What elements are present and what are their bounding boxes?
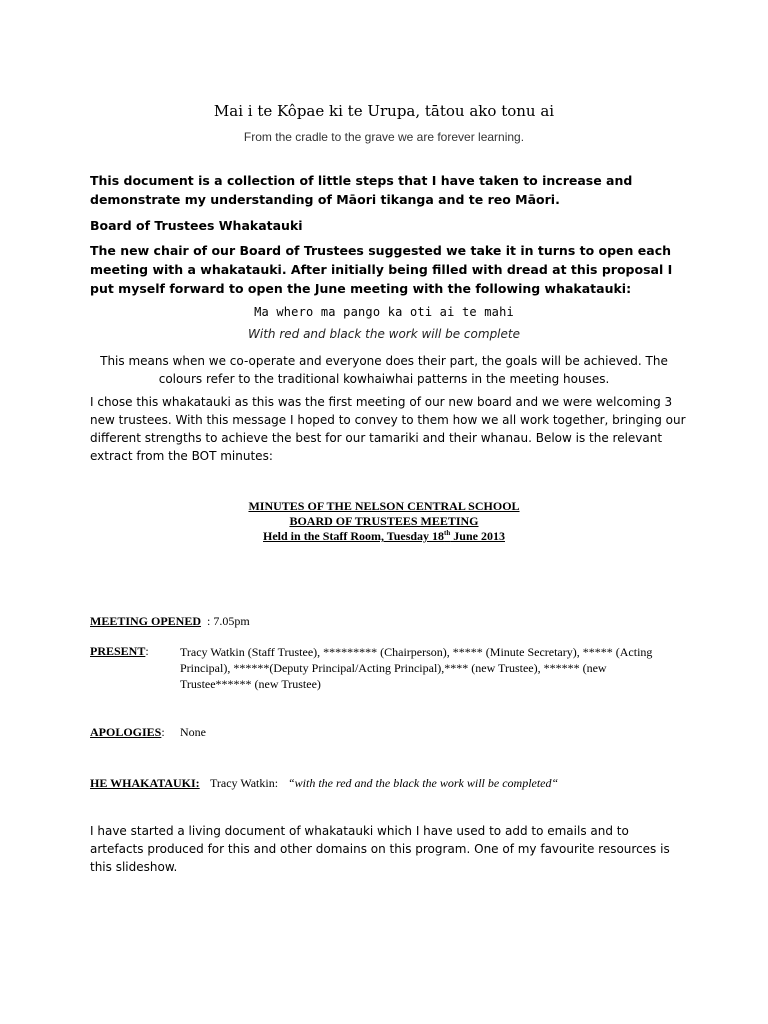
present-label: PRESENT <box>90 644 146 658</box>
whakatauki-name: Tracy Watkin: <box>210 776 279 790</box>
proverb-meaning: This means when we co-operate and everyone does their part, the goals will be achieved. The colours refer to the traditional kowhaiwhai patterns in the meeting houses. <box>100 354 668 386</box>
present-colon: : <box>145 644 149 658</box>
apologies-value: None <box>180 725 206 739</box>
meeting-opened-value: : 7.05pm <box>207 614 250 628</box>
closing-paragraph: I have started a living document of whakatauki which I have used to add to emails and to artefacts produced for this and other domains on this program. One of my favourite resources is this slideshow. <box>90 824 670 874</box>
intro-paragraph: This document is a collection of little steps that I have taken to increase and demonstrate my understanding of Māori tikanga and te reo Māori. <box>90 173 633 207</box>
proposal-paragraph: The new chair of our Board of Trustees suggested we take it in turns to open each meeting with a whakatauki. After initially being filled with dread at this proposal I put myself forward to open the June meeting with the following whakatauki: <box>90 243 673 296</box>
present-label-row <box>90 644 149 659</box>
whakatauki-quote: “with the red and the black the work will be completed“ <box>288 776 559 790</box>
minutes-heading-line1: MINUTES OF THE NELSON CENTRAL SCHOOL <box>248 499 520 513</box>
minutes-date-suffix: th <box>444 529 451 537</box>
meeting-opened-label: MEETING OPENED <box>90 614 202 628</box>
minutes-heading-line2: BOARD OF TRUSTEES MEETING <box>289 514 479 528</box>
proverb-translation: With red and black the work will be complete <box>248 327 520 341</box>
explanation-paragraph: I chose this whakatauki as this was the first meeting of our new board and we were welcoming 3 new trustees. With this message I hoped to convey to them how we all work together, bringing our different strengths to achieve the best for our tamariki and their whanau. Below is the relevant extract from the BOT minutes: <box>90 395 686 463</box>
section-heading: Board of Trustees Whakatauki <box>90 218 303 233</box>
apologies-label-row <box>90 725 165 740</box>
minutes-date-year: June 2013 <box>450 529 505 543</box>
whakatauki-label: HE WHAKATAUKI: <box>90 776 200 790</box>
page-subtitle: From the cradle to the grave we are forever learning. <box>243 130 525 144</box>
proverb: Ma whero ma pango ka oti ai te mahi <box>254 305 514 319</box>
apologies-label: APOLOGIES <box>90 725 162 739</box>
apologies-colon: : <box>161 725 165 739</box>
minutes-heading-line3 <box>0 529 768 544</box>
minutes-date-text: Held in the Staff Room, Tuesday 18 <box>263 529 445 543</box>
page-title: Mai i te Kôpae ki te Urupa, tātou ako tonu ai <box>213 102 555 120</box>
present-value: Tracy Watkin (Staff Trustee), ********* (Chairperson), ***** (Minute Secretary), ***** (Acting Principal), ******(Deputy Principal/Acting Principal),**** (new Trustee), ****** (new Trustee****** (new Trustee) <box>180 645 653 691</box>
